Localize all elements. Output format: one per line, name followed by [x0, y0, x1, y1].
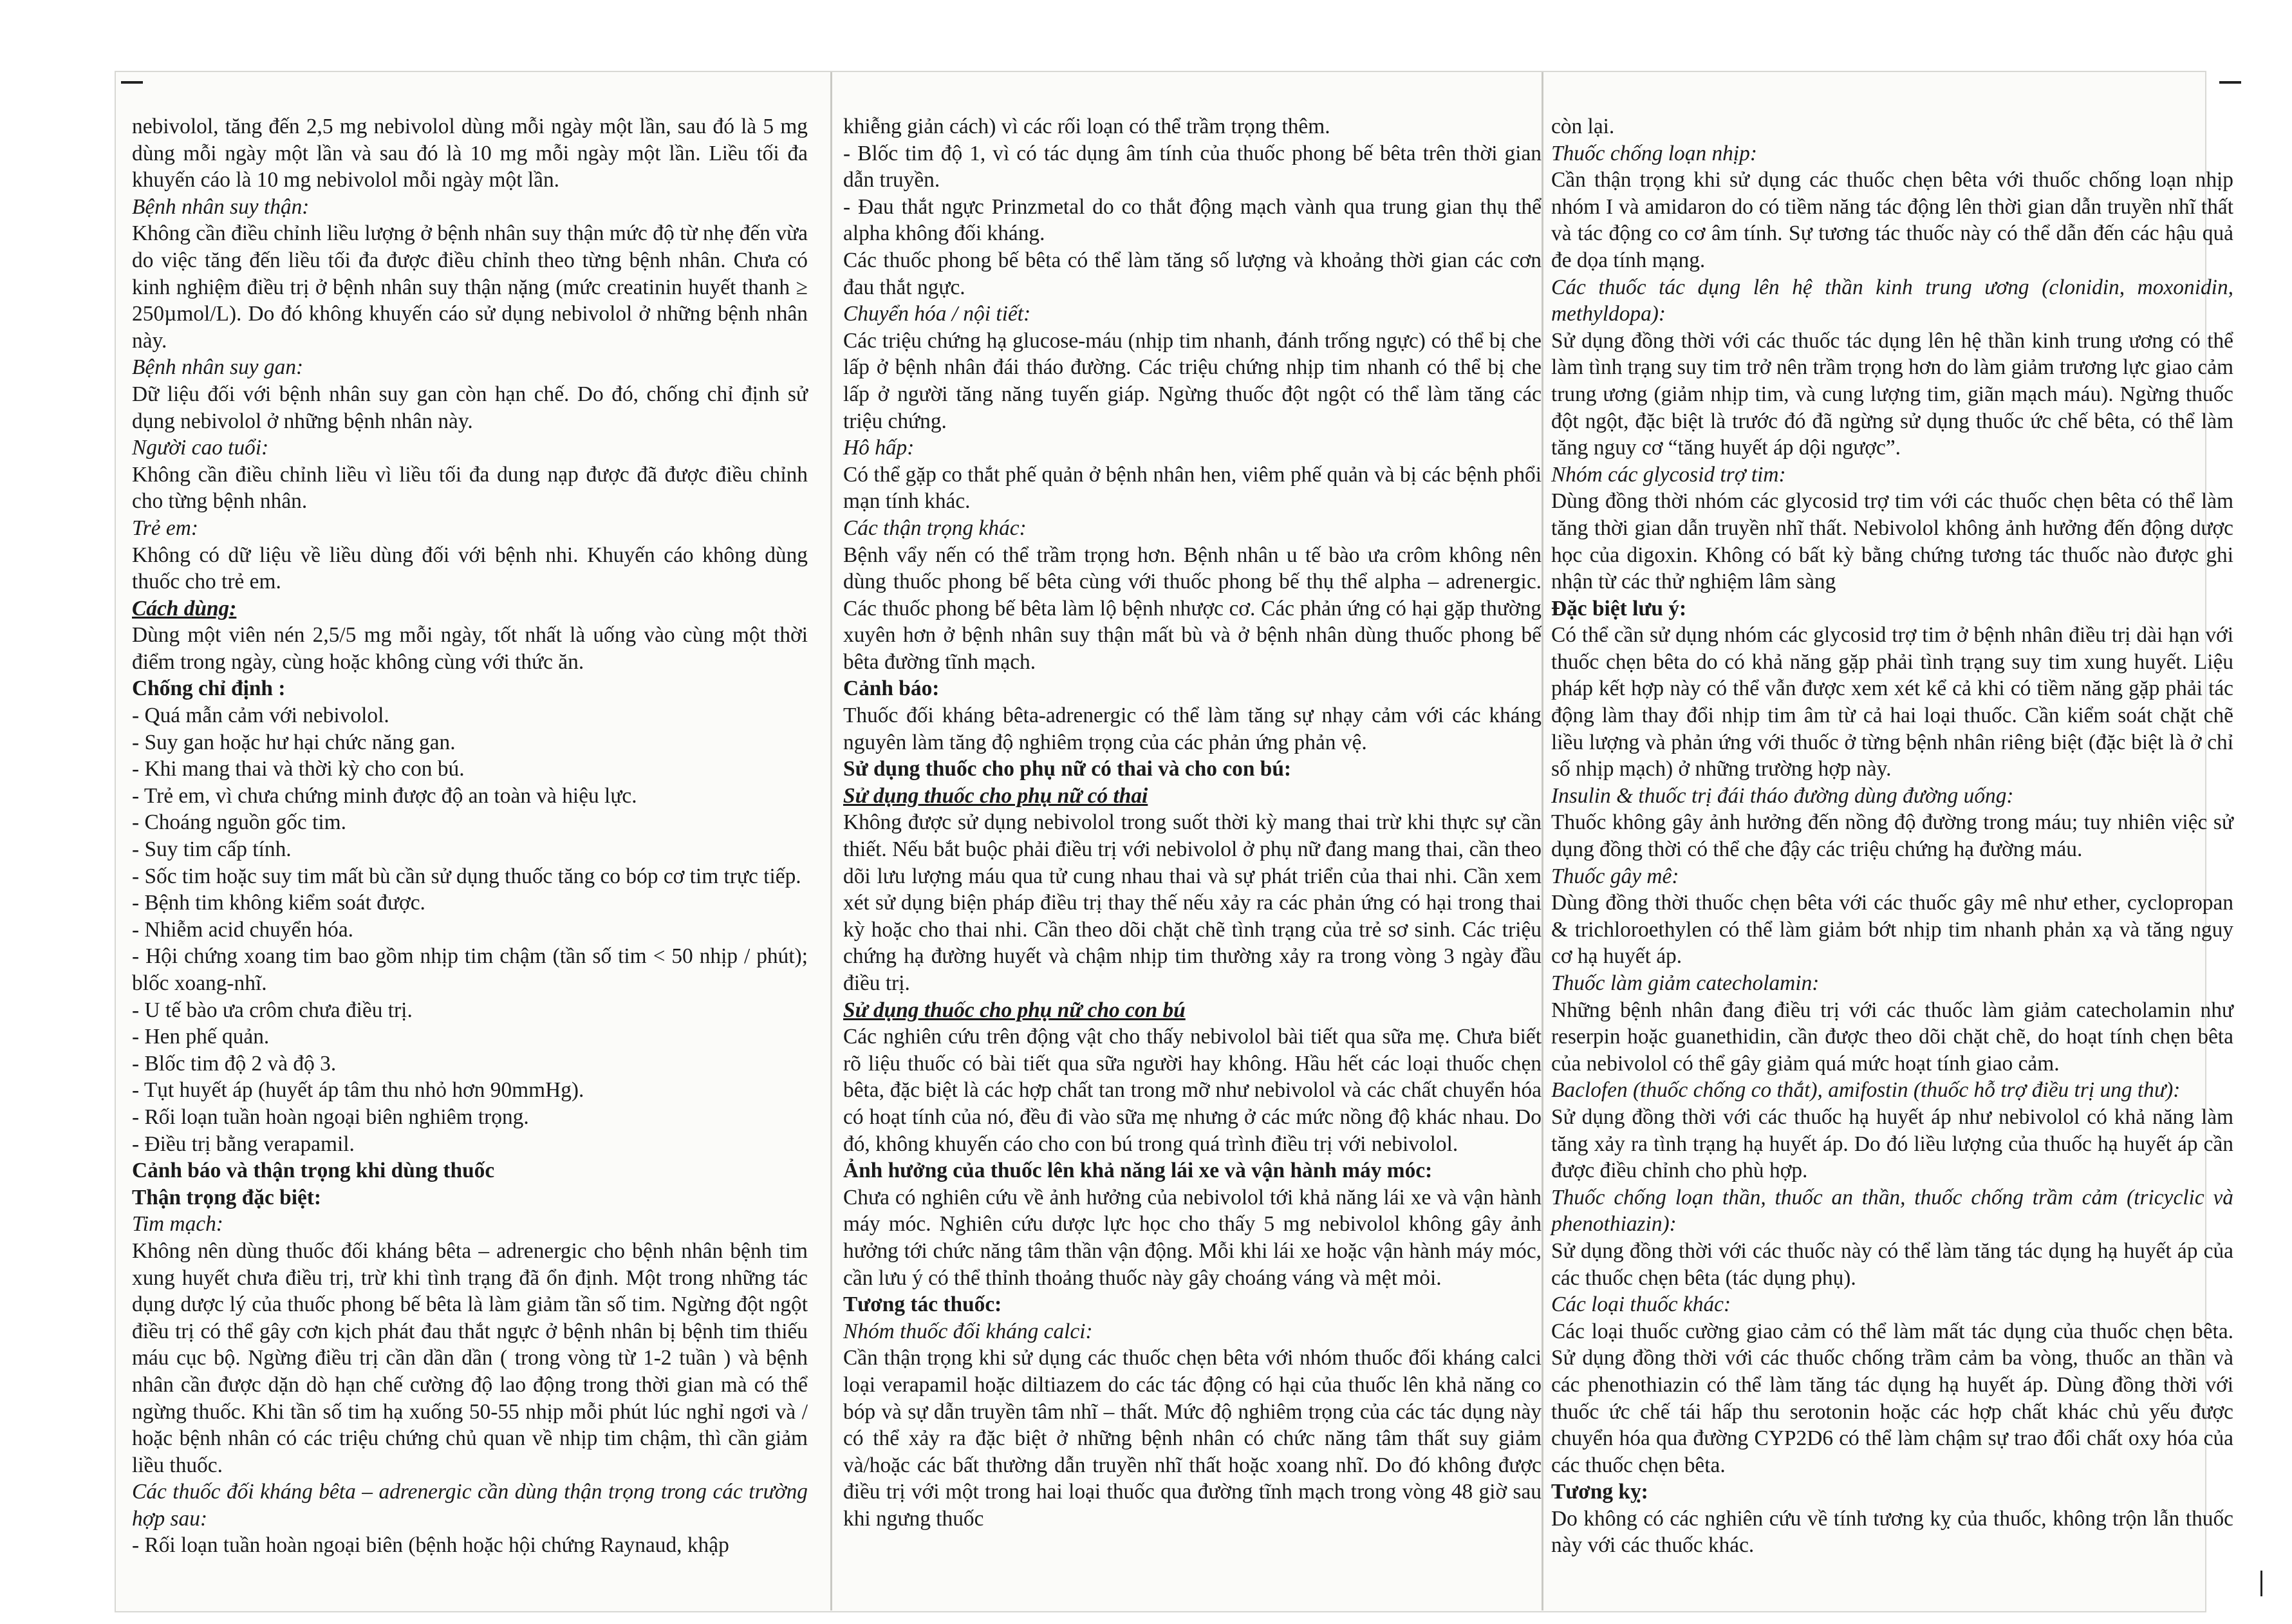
paragraph: - Đau thắt ngực Prinzmetal do co thắt động mạch vành qua trung gian thụ thể alpha không đối kháng. [843, 194, 1542, 246]
section-heading: Thuốc chống loạn nhịp: [1551, 141, 1757, 165]
section-heading: Nhóm thuốc đối kháng calci: [843, 1319, 1093, 1343]
section-heading: Sử dụng thuốc cho phụ nữ cho con bú [843, 998, 1186, 1022]
paragraph: Không cần điều chỉnh liều vì liều tối đa dung nạp được đã được điều chỉnh cho từng bệnh nhân. [132, 462, 808, 514]
section-heading: Các loại thuốc khác: [1551, 1293, 1731, 1317]
paragraph: Bệnh vẩy nến có thể trầm trọng hơn. Bệnh nhân u tế bào ưa crôm không nên dùng thuốc phong bế bêta cùng với thuốc phong bế thụ thể alpha – adrenergic. Các thuốc phong bế bêta làm lộ bệnh nhược cơ. Các phản ứng có hại gặp thường xuyên hơn ở bệnh nhân suy thận mất bù và ở bệnh nhân dùng thuốc phong bế bêta đường tĩnh mạch. [843, 543, 1542, 674]
paragraph: - Rối loạn tuần hoàn ngoại biên (bệnh hoặc hội chứng Raynaud, khập [132, 1533, 729, 1558]
section-heading: Tim mạch: [132, 1212, 223, 1237]
paragraph: Không được sử dụng nebivolol trong suốt thời kỳ mang thai trừ khi thực sự cần thiết. Nếu bắt buộc phải điều trị với nebivolol ở phụ nữ đang mang thai, cần theo dõi lưu lượng máu qua tử cung nhau thai và sự phát triển của thai nhi. Cần xem xét sử dụng biện pháp điều trị thay thế nếu xảy ra các phản ứng có hại trong thai kỳ hoặc cho thai nhi. Cần theo dõi chặt chẽ tình trạng của trẻ sơ sinh. Các triệu chứng hạ đường huyết và chậm nhịp tim thường xảy ra trong vòng 3 ngày đầu điều trị. [843, 810, 1542, 995]
section-heading: Thuốc chống loạn thần, thuốc an thần, thuốc chống trầm cảm (tricyclic và phenothiazin): [1551, 1185, 2233, 1237]
paragraph: Dùng một viên nén 2,5/5 mg mỗi ngày, tốt nhất là uống vào cùng một thời điểm trong ngày, cùng hoặc không cùng với thức ăn. [132, 623, 808, 674]
paragraph: - Blốc tim độ 2 và độ 3. [132, 1051, 337, 1076]
section-heading: Đặc biệt lưu ý: [1551, 596, 1687, 621]
section-heading: Nhóm các glycosid trợ tim: [1551, 462, 1786, 487]
paragraph: Cần thận trọng khi sử dụng các thuốc chẹn bêta với nhóm thuốc đối kháng calci loại verapamil hoặc diltiazem do các tác động có hại của thuốc lên khả năng co bóp và sự dẫn truyền tâm nhĩ – thất. Mức độ nghiêm trọng của các tác dụng này có thể xảy ra đặc biệt ở những bệnh nhân có chức năng tâm thất suy giảm và/hoặc các bất thường dẫn truyền nhĩ thất hoặc xoang nhĩ. Do đó không được điều trị với một trong hai loại thuốc qua đường tĩnh mạch trong vòng 48 giờ sau khi ngưng thuốc [843, 1346, 1542, 1531]
section-heading: Các thuốc đối kháng bêta – adrenergic cần dùng thận trọng trong các trường hợp sau: [132, 1480, 808, 1531]
paragraph: Các triệu chứng hạ glucose-máu (nhịp tim nhanh, đánh trống ngực) có thể bị che lấp ở bệnh nhân đái tháo đường. Các triệu chứng nhịp tim nhanh có thể bị che lấp ở người tăng năng tuyến giáp. Ngừng thuốc đột ngột có thể làm tăng các triệu chứng. [843, 328, 1542, 433]
paragraph: Sử dụng đồng thời với các thuốc hạ huyết áp như nebivolol có khả năng làm tăng xảy ra tình trạng hạ huyết áp. Do đó liều lượng của thuốc hạ huyết áp cần được điều chỉnh cho phù hợp. [1551, 1105, 2233, 1183]
section-heading: Cảnh báo và thận trọng khi dùng thuốc [132, 1159, 495, 1183]
paragraph: Do không có các nghiên cứu về tính tương kỵ của thuốc, không trộn lẫn thuốc này với các thuốc khác. [1551, 1506, 2233, 1558]
paragraph: - Suy tim cấp tính. [132, 837, 292, 862]
paragraph: - Sốc tim hoặc suy tim mất bù cần sử dụng thuốc tăng co bóp cơ tim trực tiếp. [132, 864, 801, 888]
page-fold [1542, 72, 1543, 1610]
paragraph: Không có dữ liệu về liều dùng đối với bệnh nhi. Khuyến cáo không dùng thuốc cho trẻ em. [132, 543, 808, 594]
paragraph: nebivolol, tăng đến 2,5 mg nebivolol dùng mỗi ngày một lần, sau đó là 5 mg dùng mỗi ngày một lần và sau đó là 10 mg mỗi ngày một lần. Liều tối đa khuyến cáo là 10 mg nebivolol mỗi ngày một lần. [132, 115, 808, 192]
paragraph: Dùng đồng thời thuốc chẹn bêta với các thuốc gây mê như ether, cyclopropan & trichloroethylen có thể làm giảm bớt nhịp tim nhanh phản xạ và tăng nguy cơ hạ huyết áp. [1551, 891, 2233, 969]
paragraph: - Blốc tim độ 1, vì có tác dụng âm tính của thuốc phong bế bêta trên thời gian dẫn truyền. [843, 141, 1542, 192]
page-fold [830, 72, 832, 1610]
column-2 [843, 113, 1542, 1532]
section-heading: Thuốc làm giảm catecholamin: [1551, 971, 1820, 995]
section-heading: Sử dụng thuốc cho phụ nữ có thai [843, 783, 1148, 808]
section-heading: Người cao tuổi: [132, 436, 269, 460]
paragraph: Dùng đồng thời nhóm các glycosid trợ tim với các thuốc chẹn bêta có thể làm tăng thời gian dẫn truyền nhĩ thất. Nebivolol không ảnh hưởng đến động dược học của digoxin. Không có bất kỳ bằng chứng tương tác thuốc nào được ghi nhận từ các thử nghiệm lâm sàng [1551, 489, 2233, 594]
paragraph: - Hen phế quản. [132, 1025, 270, 1049]
section-heading: Baclofen (thuốc chống co thắt), amifostin (thuốc hỗ trợ điều trị ung thư): [1551, 1078, 2181, 1103]
paragraph: Các nghiên cứu trên động vật cho thấy nebivolol bài tiết qua sữa mẹ. Chưa biết rõ liệu thuốc có bài tiết qua sữa người hay không. Hầu hết các loại thuốc chẹn bêta, đặc biệt là các hợp chất tan trong mỡ như nebivolol và các chất chuyển hóa có hoạt tính của nó, đều đi vào sữa mẹ nhưng ở các mức nồng độ khác nhau. Do đó, không khuyến cáo cho con bú trong quá trình điều trị với nebivolol. [843, 1025, 1542, 1156]
paragraph: Cần thận trọng khi sử dụng các thuốc chẹn bêta với thuốc chống loạn nhịp nhóm I và amidaron do có tiềm năng tác động lên thời gian dẫn truyền nhĩ thất và tác động co cơ âm tính. Sự tương tác thuốc này có thể dẫn đến các hậu quả đe dọa tính mạng. [1551, 168, 2233, 272]
section-heading: Cách dùng: [132, 596, 237, 621]
crop-mark [2260, 1571, 2262, 1596]
paragraph: - Choáng nguồn gốc tim. [132, 810, 346, 835]
section-heading: Thuốc gây mê: [1551, 864, 1679, 888]
paragraph: Những bệnh nhân đang điều trị với các thuốc làm giảm catecholamin như reserpin hoặc guanethidin, cần được theo dõi chặt chẽ, do hoạt tính chẹn bêta của nebivolol có thể gây giảm quá mức hoạt tính giao cảm. [1551, 998, 2233, 1076]
paragraph: Các loại thuốc cường giao cảm có thể làm mất tác dụng của thuốc chẹn bêta. Sử dụng đồng thời với các thuốc chống trầm cảm ba vòng, thuốc an thần và các phenothiazin có thể làm tăng tác dụng hạ huyết áp. Dùng đồng thời với thuốc ức chế tái hấp thu serotonin hoặc các hợp chất khác chủ yếu được chuyển hóa qua đường CYP2D6 có thể làm chậm sự trao đổi chất oxy hóa của các thuốc chẹn bêta. [1551, 1319, 2233, 1477]
section-heading: Cảnh báo: [843, 677, 940, 701]
paragraph: - Nhiễm acid chuyển hóa. [132, 917, 353, 942]
section-heading: Bệnh nhân suy thận: [132, 194, 310, 219]
section-heading: Tương tác thuốc: [843, 1293, 1002, 1317]
paragraph: - Bệnh tim không kiểm soát được. [132, 891, 425, 915]
paragraph: - Khi mang thai và thời kỳ cho con bú. [132, 757, 465, 781]
paragraph: Có thể cần sử dụng nhóm các glycosid trợ tim ở bệnh nhân điều trị dài hạn với thuốc chẹn bêta do có khả năng gặp phải tình trạng suy tim xung huyết. Liệu pháp kết hợp này có thể vẫn được xem xét kể cả khi có tiềm năng gặp phải tác động làm thay đổi nhịp tim âm từ cả hai loại thuốc. Cần kiểm soát chặt chẽ liều lượng và phản ứng với thuốc ở từng bệnh nhân riêng biệt (đặc biệt là ở chỉ số nhịp mạch) ở những trường hợp này. [1551, 623, 2233, 781]
paragraph: Thuốc không gây ảnh hưởng đến nồng độ đường trong máu; tuy nhiên việc sử dụng đồng thời có thể che đậy các triệu chứng hạ đường máu. [1551, 810, 2233, 862]
section-heading: Trẻ em: [132, 516, 198, 540]
paragraph: - Rối loạn tuần hoàn ngoại biên nghiêm trọng. [132, 1105, 529, 1129]
paragraph: Có thể gặp co thắt phế quản ở bệnh nhân hen, viêm phế quản và bị các bệnh phổi mạn tính khác. [843, 462, 1542, 514]
paragraph: Sử dụng đồng thời với các thuốc tác dụng lên hệ thần kinh trung ương có thể làm tình trạng suy tim trở nên trầm trọng hơn do làm giảm trương lực giao cảm trung ương (giảm nhịp tim, và cung lượng tim, giãn mạch máu). Ngừng thuốc đột ngột, đặc biệt là trước đó đã ngừng sử dụng thuốc ức chế bêta, có thể làm tăng nguy cơ “tăng huyết áp dội ngược”. [1551, 328, 2233, 460]
paragraph: - Hội chứng xoang tim bao gồm nhịp tim chậm (tần số tim < 50 nhịp / phút); blốc xoang-nhĩ. [132, 944, 808, 995]
section-heading: Các thuốc tác dụng lên hệ thần kinh trung ương (clonidin, moxonidin, methyldopa): [1551, 275, 2233, 326]
paragraph: Dữ liệu đối với bệnh nhân suy gan còn hạn chế. Do đó, chống chỉ định sử dụng nebivolol ở những bệnh nhân này. [132, 382, 808, 433]
paragraph: - Điều trị bằng verapamil. [132, 1132, 355, 1156]
paragraph: Sử dụng đồng thời với các thuốc này có thể làm tăng tác dụng hạ huyết áp của các thuốc chẹn bêta (tác dụng phụ). [1551, 1238, 2233, 1290]
paragraph: - Tụt huyết áp (huyết áp tâm thu nhỏ hơn 90mmHg). [132, 1078, 584, 1103]
paragraph: Không nên dùng thuốc đối kháng bêta – adrenergic cho bệnh nhân bệnh tim xung huyết chưa điều trị, trừ khi tình trạng đã ổn định. Một trong những tác dụng dược lý của thuốc phong bế bêta là làm giảm tần số tim. Ngừng đột ngột điều trị có thể gây cơn kịch phát đau thắt ngực ở bệnh nhân bị bệnh tim thiếu máu cục bộ. Ngừng điều trị cần dần dần ( trong vòng từ 1-2 tuần ) và bệnh nhân cần được dặn dò hạn chế cường độ lao động trong thời gian mà có thể ngừng thuốc. Khi tần số tim hạ xuống 50-55 nhịp mỗi phút lúc nghỉ ngơi và / hoặc bệnh nhân có các triệu chứng chủ quan về nhịp tim chậm, thì cần giảm liều thuốc. [132, 1238, 808, 1477]
section-heading: Chống chỉ định : [132, 677, 286, 701]
column-3 [1551, 113, 2233, 1559]
section-heading: Thận trọng đặc biệt: [132, 1185, 322, 1209]
section-heading: Bệnh nhân suy gan: [132, 355, 304, 380]
paragraph: - Suy gan hoặc hư hại chức năng gan. [132, 730, 456, 754]
section-heading: Các thận trọng khác: [843, 516, 1027, 540]
crop-mark [2219, 81, 2241, 84]
paragraph: Các thuốc phong bế bêta có thể làm tăng số lượng và khoảng thời gian các cơn đau thắt ngực. [843, 248, 1542, 299]
section-heading: Hô hấp: [843, 436, 915, 460]
paragraph: - Quá mẫn cảm với nebivolol. [132, 704, 389, 728]
paragraph: Chưa có nghiên cứu về ảnh hưởng của nebivolol tới khả năng lái xe và vận hành máy móc. Nghiên cứu dược lực học cho thấy 5 mg nebivolol không gây ảnh hưởng tới chức năng tâm thần vận động. Mỗi khi lái xe hoặc vận hành máy móc, cần lưu ý có thể thỉnh thoảng thuốc này gây choáng váng và mệt mỏi. [843, 1185, 1542, 1290]
section-heading: Sử dụng thuốc cho phụ nữ có thai và cho con bú: [843, 757, 1292, 781]
paragraph: Thuốc đối kháng bêta-adrenergic có thể làm tăng sự nhạy cảm với các kháng nguyên làm tăng độ nghiêm trọng của các phản ứng phản vệ. [843, 704, 1542, 754]
paragraph: - U tế bào ưa crôm chưa điều trị. [132, 998, 413, 1022]
section-heading: Chuyển hóa / nội tiết: [843, 302, 1031, 326]
paragraph: Không cần điều chỉnh liều lượng ở bệnh nhân suy thận mức độ từ nhẹ đến vừa do việc tăng đến liều tối đa được điều chỉnh theo từng bệnh nhân. Chưa có kinh nghiệm điều trị ở bệnh nhân suy thận nặng (mức creatinin huyết thanh ≥ 250µmol/L). Do đó không khuyến cáo sử dụng nebivolol ở những bệnh nhân này. [132, 221, 808, 353]
section-heading: Insulin & thuốc trị đái tháo đường dùng đường uống: [1551, 783, 2014, 808]
paragraph: còn lại. [1551, 115, 1615, 138]
column-1 [132, 113, 808, 1559]
crop-mark [121, 81, 143, 84]
paragraph: - Trẻ em, vì chưa chứng minh được độ an toàn và hiệu lực. [132, 783, 637, 808]
section-heading: Ảnh hưởng của thuốc lên khả năng lái xe và vận hành máy móc: [843, 1159, 1433, 1183]
paragraph: khiễng giản cách) vì các rối loạn có thể trầm trọng thêm. [843, 115, 1330, 138]
section-heading: Tương kỵ: [1551, 1480, 1648, 1504]
